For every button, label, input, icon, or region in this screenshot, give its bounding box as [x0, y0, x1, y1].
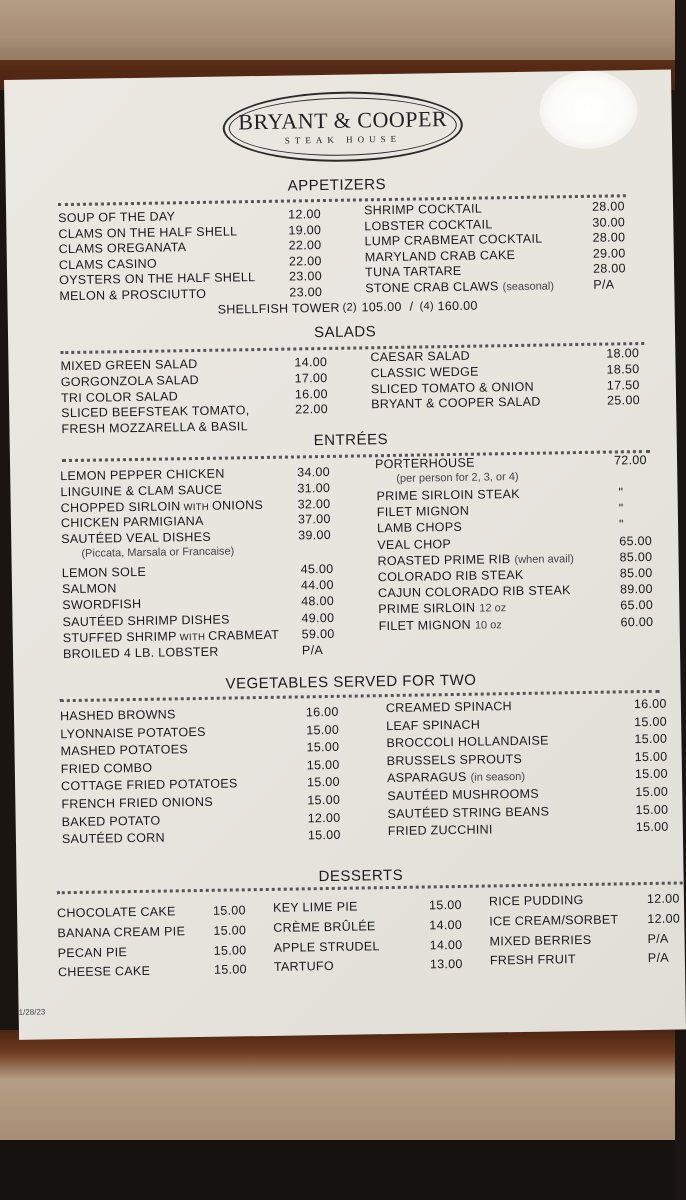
item-price: ": [618, 517, 624, 532]
item-name: LUMP CRABMEAT COCKTAIL: [364, 231, 543, 249]
item-price: 30.00: [592, 214, 626, 230]
item-price: 25.00: [607, 393, 641, 408]
menu-item: [370, 349, 470, 365]
item-price: 65.00: [620, 598, 654, 613]
item-name: COLORADO RIB STEAK: [377, 567, 524, 585]
menu-item: [489, 893, 584, 908]
item-price: 15.00: [306, 722, 340, 737]
item-price: 45.00: [300, 561, 334, 577]
menu-item: [61, 404, 249, 421]
item-name: CRÈME BRÛLÉE: [273, 919, 376, 935]
item-name: FRIED ZUCCHINI: [387, 822, 493, 839]
item-price: 15.00: [306, 740, 340, 755]
item-name: SAUTÉED SHRIMP DISHES: [62, 612, 230, 629]
item-note: (when avail): [514, 552, 574, 566]
menu-item: [61, 389, 178, 405]
menu-item: [62, 612, 229, 629]
item-name: MARYLAND CRAB CAKE: [364, 247, 516, 265]
menu-item: [63, 645, 219, 661]
item-name: VEAL CHOP: [377, 536, 452, 552]
item-price: 32.00: [297, 496, 331, 512]
menu-item: [371, 379, 534, 396]
item-name: CHICKEN PARMIGIANA: [60, 514, 204, 531]
item-name: SLICED BEEFSTEAK TOMATO,: [61, 403, 250, 421]
menu-item: [377, 520, 462, 535]
item-price: 16.00: [633, 696, 667, 712]
item-price: 15.00: [635, 802, 669, 817]
menu-item: [274, 959, 334, 974]
menu-item: [489, 912, 618, 928]
item-name: CLAMS OREGANATA: [58, 240, 187, 257]
item-price: 22.00: [288, 238, 322, 253]
menu-item: [58, 945, 128, 960]
item-price: 31.00: [297, 480, 331, 496]
item-price: 12.00: [647, 911, 681, 926]
item-name: SHRIMP COCKTAIL: [363, 201, 483, 218]
item-price: 17.00: [294, 370, 328, 386]
item-name: SLICED TOMATO & ONION: [370, 379, 535, 396]
item-price: 19.00: [288, 222, 322, 238]
item-name: LOBSTER COCKTAIL: [364, 216, 493, 233]
item-price: 14.00: [429, 937, 463, 953]
menu-item: [60, 707, 176, 723]
item-note: 10 oz: [474, 618, 502, 632]
menu-item: [61, 514, 204, 530]
item-name: PRIME SIRLOIN: [378, 601, 476, 617]
item-name: CHOPPED SIRLOIN: [60, 498, 181, 515]
item-price: 14.00: [429, 917, 463, 933]
item-note: 12 oz: [479, 602, 507, 615]
item-name: ASPARAGUS: [386, 770, 467, 786]
item-name: BAKED POTATO: [61, 813, 161, 829]
item-name: FILET MIGNON: [378, 617, 471, 633]
menu-item: [375, 456, 475, 472]
menu-item: [58, 224, 237, 241]
menu-item: [378, 583, 571, 600]
item-name: SAUTÉED STRING BEANS: [387, 804, 550, 821]
item-name: SAUTÉED VEAL DISHES: [61, 529, 212, 547]
item-price: 15.00: [307, 792, 341, 808]
item-name-cont: CRABMEAT: [208, 627, 280, 643]
item-name: OYSTERS ON THE HALF SHELL: [59, 270, 256, 288]
section-title-salads: SALADS: [313, 323, 377, 342]
item-name: LEMON PEPPER CHICKEN: [60, 466, 225, 484]
divider-salads: [60, 342, 644, 354]
section-title-vegetables: VEGETABLES SERVED FOR TWO: [225, 671, 477, 693]
menu-item: [57, 904, 176, 920]
frame-bottom: [0, 1030, 675, 1140]
item-name: LINGUINE & CLAM SAUCE: [60, 482, 223, 499]
item-price: 85.00: [619, 565, 653, 581]
item-name: GORGONZOLA SALAD: [60, 372, 200, 389]
item-name: PECAN PIE: [57, 944, 128, 960]
shellfish-tower-sep: /: [409, 299, 414, 314]
item-price: 22.00: [295, 402, 329, 417]
menu-item: [60, 482, 222, 499]
item-price: 18.00: [606, 346, 640, 361]
menu-item: [387, 787, 539, 803]
item-price: 39.00: [298, 528, 332, 543]
item-price: 85.00: [619, 549, 653, 565]
menu-item: [377, 551, 573, 568]
item-price: 12.00: [307, 810, 341, 825]
item-name: MIXED GREEN SALAD: [60, 356, 198, 374]
item-price: 17.50: [606, 377, 640, 393]
menu-item: [62, 813, 161, 829]
item-name: MELON & PROSCIUTTO: [59, 286, 207, 304]
item-price: 15.00: [635, 819, 669, 835]
menu-item: [59, 256, 157, 272]
item-price: 15.00: [306, 775, 340, 790]
item-name: SWORDFISH: [62, 597, 142, 613]
menu-item: [378, 601, 506, 617]
menu-item: [387, 752, 523, 768]
item-name: COTTAGE FRIED POTATOES: [60, 776, 238, 794]
menu-item: [274, 939, 380, 955]
menu-item: [59, 270, 255, 287]
shellfish-tower-two: (2): [342, 301, 358, 314]
item-name: STONE CRAB CLAWS: [365, 279, 499, 296]
menu-item: [365, 278, 554, 295]
item-name: RICE PUDDING: [488, 892, 584, 909]
menu-item: [61, 761, 153, 776]
item-name: CHOCOLATE CAKE: [56, 904, 176, 921]
logo-subtitle: STEAK HOUSE: [284, 133, 402, 146]
item-price: 89.00: [619, 582, 653, 597]
item-name: TRI COLOR SALAD: [60, 388, 179, 405]
item-price: 72.00: [613, 452, 647, 468]
menu-item: [377, 504, 469, 519]
menu-item: [364, 232, 542, 249]
item-price: 15.00: [428, 897, 462, 913]
item-price: 60.00: [620, 614, 654, 629]
item-price: 15.00: [213, 942, 247, 958]
menu-item: [387, 804, 549, 821]
item-price: 16.00: [305, 704, 339, 720]
item-price: 29.00: [592, 246, 626, 261]
item-name: BROCCOLI HOLLANDAISE: [386, 733, 549, 751]
menu-item: [60, 725, 206, 741]
menu-item: [57, 924, 185, 940]
menu-item: [377, 537, 451, 552]
menu-item: [61, 777, 238, 794]
item-with: WITH: [183, 501, 210, 513]
print-date: 1/28/23: [18, 1007, 46, 1017]
item-name: KEY LIME PIE: [272, 899, 358, 915]
menu-item: [60, 742, 188, 758]
item-name: SAUTÉED MUSHROOMS: [387, 786, 540, 804]
item-price: 23.00: [289, 285, 323, 300]
menu-item: [376, 487, 519, 503]
item-price: 15.00: [213, 962, 247, 978]
item-name: BANANA CREAM PIE: [57, 924, 186, 941]
item-price: 49.00: [301, 610, 335, 625]
section-title-desserts: DESSERTS: [318, 866, 404, 886]
menu-item: [387, 769, 525, 785]
item-note: (seasonal): [502, 280, 555, 294]
item-name: FILET MIGNON: [376, 503, 470, 520]
item-price: 18.50: [606, 361, 640, 377]
item-price: 34.00: [297, 464, 331, 480]
item-price: 15.00: [213, 923, 247, 938]
item-name: BRYANT & COOPER SALAD: [371, 395, 541, 412]
item-price: 23.00: [289, 269, 323, 284]
item-price: 15.00: [635, 784, 669, 800]
divider-entrees: [62, 450, 650, 462]
logo-name: BRYANT & COOPER: [238, 106, 448, 135]
item-price: 14.00: [294, 354, 328, 370]
item-price: 15.00: [307, 827, 341, 843]
menu-item: [62, 831, 165, 847]
item-name: CREAMED SPINACH: [385, 699, 513, 716]
item-name: LEAF SPINACH: [386, 717, 481, 733]
item-price: 37.00: [297, 512, 331, 527]
item-price: 65.00: [619, 533, 653, 548]
menu-item: [61, 373, 199, 389]
menu-item: [60, 467, 225, 484]
menu-item: [63, 628, 280, 645]
menu-item: [364, 202, 482, 218]
menu-item: [59, 287, 206, 303]
item-price: P/A: [301, 643, 324, 658]
menu-item-cont: FRESH MOZZARELLA & BASIL: [61, 419, 248, 437]
item-name: CLAMS CASINO: [58, 256, 158, 272]
menu-item: [62, 581, 117, 596]
menu-item: [489, 932, 591, 948]
item-price: P/A: [647, 931, 669, 946]
menu-item: [490, 953, 576, 968]
menu-item: [273, 919, 375, 935]
menu-item: [273, 900, 358, 915]
divider-appetizers: [58, 194, 626, 206]
item-name: CHEESE CAKE: [57, 964, 151, 980]
item-name-cont: ONIONS: [211, 497, 264, 513]
menu-item: [365, 248, 516, 264]
item-name: APPLE STRUDEL: [273, 938, 380, 955]
item-price: 15.00: [634, 714, 668, 729]
shellfish-tower-label: SHELLFISH TOWER: [217, 300, 340, 317]
menu-item: [365, 264, 462, 280]
item-price: P/A: [647, 951, 670, 966]
menu-item: [388, 823, 493, 839]
veal-note: (Piccata, Marsala or Francaise): [81, 545, 235, 560]
item-name: TUNA TARTARE: [364, 264, 462, 280]
item-price: 59.00: [301, 626, 335, 642]
restaurant-logo: [222, 90, 463, 164]
menu-item: [60, 357, 197, 373]
shellfish-tower-two-price: 105.00: [361, 299, 402, 315]
item-price: P/A: [593, 277, 615, 292]
menu-item: [58, 964, 150, 979]
item-name: LYONNAISE POTATOES: [60, 724, 206, 741]
menu-item: [61, 498, 264, 515]
item-name: SALMON: [61, 581, 117, 597]
menu-item: [59, 240, 187, 256]
item-price: 15.00: [634, 749, 668, 764]
item-note: (in season): [470, 771, 526, 785]
menu-item: [62, 597, 141, 612]
item-price: 22.00: [288, 253, 322, 269]
shellfish-tower-four: (4): [419, 300, 435, 313]
item-name: PRIME SIRLOIN STEAK: [376, 486, 520, 504]
item-price: 44.00: [300, 578, 334, 593]
item-name: FRENCH FRIED ONIONS: [61, 794, 214, 812]
item-name: BROILED 4 LB. LOBSTER: [62, 644, 219, 662]
item-name: FRIED COMBO: [60, 760, 153, 776]
porterhouse-note: (per person for 2, 3, or 4): [396, 470, 519, 485]
item-name: FRESH FRUIT: [489, 952, 576, 968]
item-name: LAMB CHOPS: [376, 520, 463, 536]
item-price: 28.00: [592, 230, 626, 245]
item-name: HASHED BROWNS: [59, 707, 176, 724]
item-name: TARTUFO: [273, 959, 335, 975]
item-price: ": [618, 485, 624, 500]
item-name: ROASTED PRIME RIB: [377, 551, 511, 568]
item-with: WITH: [179, 631, 206, 644]
item-name: BRUSSELS SPROUTS: [386, 751, 523, 768]
item-name: CAJUN COLORADO RIB STEAK: [377, 583, 571, 601]
item-price: 15.00: [634, 731, 668, 747]
item-price: 12.00: [646, 891, 680, 907]
item-price: 15.00: [634, 767, 668, 782]
item-price: 28.00: [592, 261, 626, 277]
item-name: MIXED BERRIES: [489, 932, 592, 949]
item-price: 48.00: [301, 594, 335, 609]
item-name: SOUP OF THE DAY: [58, 209, 176, 226]
item-name: PORTERHOUSE: [374, 455, 475, 472]
item-name: SAUTÉED CORN: [61, 830, 165, 847]
menu-item: [62, 565, 146, 580]
item-name: STUFFED SHRIMP: [62, 629, 177, 645]
menu-item: [386, 699, 512, 715]
item-price: 28.00: [591, 199, 625, 214]
menu-item: [386, 734, 548, 751]
item-price: 15.00: [306, 757, 340, 773]
item-price: 16.00: [294, 386, 328, 402]
item-name: MASHED POTATOES: [60, 742, 189, 759]
light-glare: [539, 70, 638, 150]
floor: [0, 1140, 675, 1200]
item-name: LEMON SOLE: [61, 564, 147, 581]
item-price: 13.00: [429, 957, 463, 972]
divider-vegetables: [60, 690, 660, 702]
menu-item: [61, 795, 213, 811]
menu-item: [371, 395, 541, 412]
menu-item: [58, 209, 175, 225]
menu-sheet: [4, 70, 686, 1040]
item-price: ": [618, 501, 624, 516]
item-name: CLAMS ON THE HALF SHELL: [58, 223, 238, 241]
item-name: ICE CREAM/SORBET: [489, 912, 619, 929]
item-price: 15.00: [212, 903, 246, 918]
item-price: 12.00: [288, 207, 322, 222]
shellfish-tower-four-price: 160.00: [437, 298, 478, 314]
menu-item: [386, 717, 480, 732]
item-name: CLASSIC WEDGE: [370, 364, 479, 381]
section-title-appetizers: APPETIZERS: [287, 176, 387, 195]
menu-item: [371, 364, 479, 380]
menu-item: [364, 217, 492, 233]
menu-item: [378, 568, 524, 584]
menu-item: [379, 617, 502, 633]
menu-item: [61, 530, 211, 546]
section-title-entrees: ENTRÉES: [313, 431, 389, 450]
item-name: CAESAR SALAD: [370, 348, 470, 365]
